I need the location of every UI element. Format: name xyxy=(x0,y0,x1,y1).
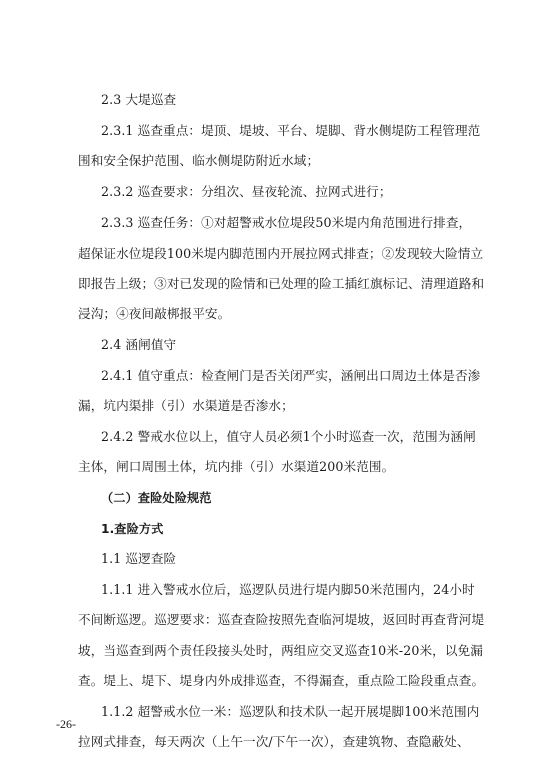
paragraph-line: 围和安全保护范围、临水侧堤防附近水域； xyxy=(78,153,320,168)
section-heading-2: （二）查险处险规范 xyxy=(101,491,212,505)
page-number: -26- xyxy=(56,717,76,731)
paragraph-line: 1.1.1 进入警戒水位后，巡逻队员进行堤内脚50米范围内，24小时 xyxy=(101,582,475,597)
subsection-heading-1-1: 1.1 巡逻查险 xyxy=(101,551,177,566)
paragraph-line: 拉网式排查，每天两次（上午一次/下午一次），查建筑物、查隐蔽处、 xyxy=(78,734,470,749)
paragraph-line: 即报告上级；③对已发现的险情和已处理的险工插红旗标记、清理道路和 xyxy=(78,276,485,291)
paragraph-line: 主体，闸口周围土体，坑内排（引）水渠道200米范围。 xyxy=(78,459,395,474)
paragraph-line: 2.4.2 警戒水位以上，值守人员必须1个小时巡查一次，范围为涵闸 xyxy=(101,429,476,444)
paragraph-line: 2.3.1 巡查重点：堤顶、堤坡、平台、堤脚、背水侧堤防工程管理范 xyxy=(101,123,481,138)
paragraph-line: 超保证水位堤段100米堤内脚范围内开展拉网式排查；②发现较大险情立 xyxy=(78,246,484,261)
paragraph-line: 1.1.2 超警戒水位一米：巡逻队和技术队一起开展堤脚100米范围内 xyxy=(101,704,480,719)
paragraph-line: 漏，坑内渠排（引）水渠道是否渗水； xyxy=(78,398,294,413)
paragraph-line: 2.4.1 值守重点：检查闸门是否关闭严实，涵闸出口周边土体是否渗 xyxy=(101,368,481,383)
paragraph-line: 2.3.3 巡查任务：①对超警戒水位堤段50米堤内角范围进行排查， xyxy=(101,215,472,230)
subsection-heading-1: 1.查险方式 xyxy=(101,522,164,536)
paragraph-line: 查。堤上、堤下、堤身内外成排巡查，不得漏查，重点险工险段重点查。 xyxy=(78,673,485,688)
paragraph-line: 2.3.2 巡查要求：分组次、昼夜轮流、拉网式进行； xyxy=(101,184,392,199)
paragraph-line: 坡，当巡查到两个责任段接头处时，两组应交叉巡查10米-20米，以免漏 xyxy=(78,643,483,658)
paragraph-line: 不间断巡逻。巡逻要求：巡查查险按照先查临河堤坡，返回时再查背河堤 xyxy=(78,612,485,627)
paragraph-line: 浸沟；④夜间敲梆报平安。 xyxy=(78,306,231,321)
section-heading-2-4: 2.4 涵闸值守 xyxy=(101,337,177,352)
section-heading-2-3: 2.3 大堤巡查 xyxy=(101,92,177,107)
